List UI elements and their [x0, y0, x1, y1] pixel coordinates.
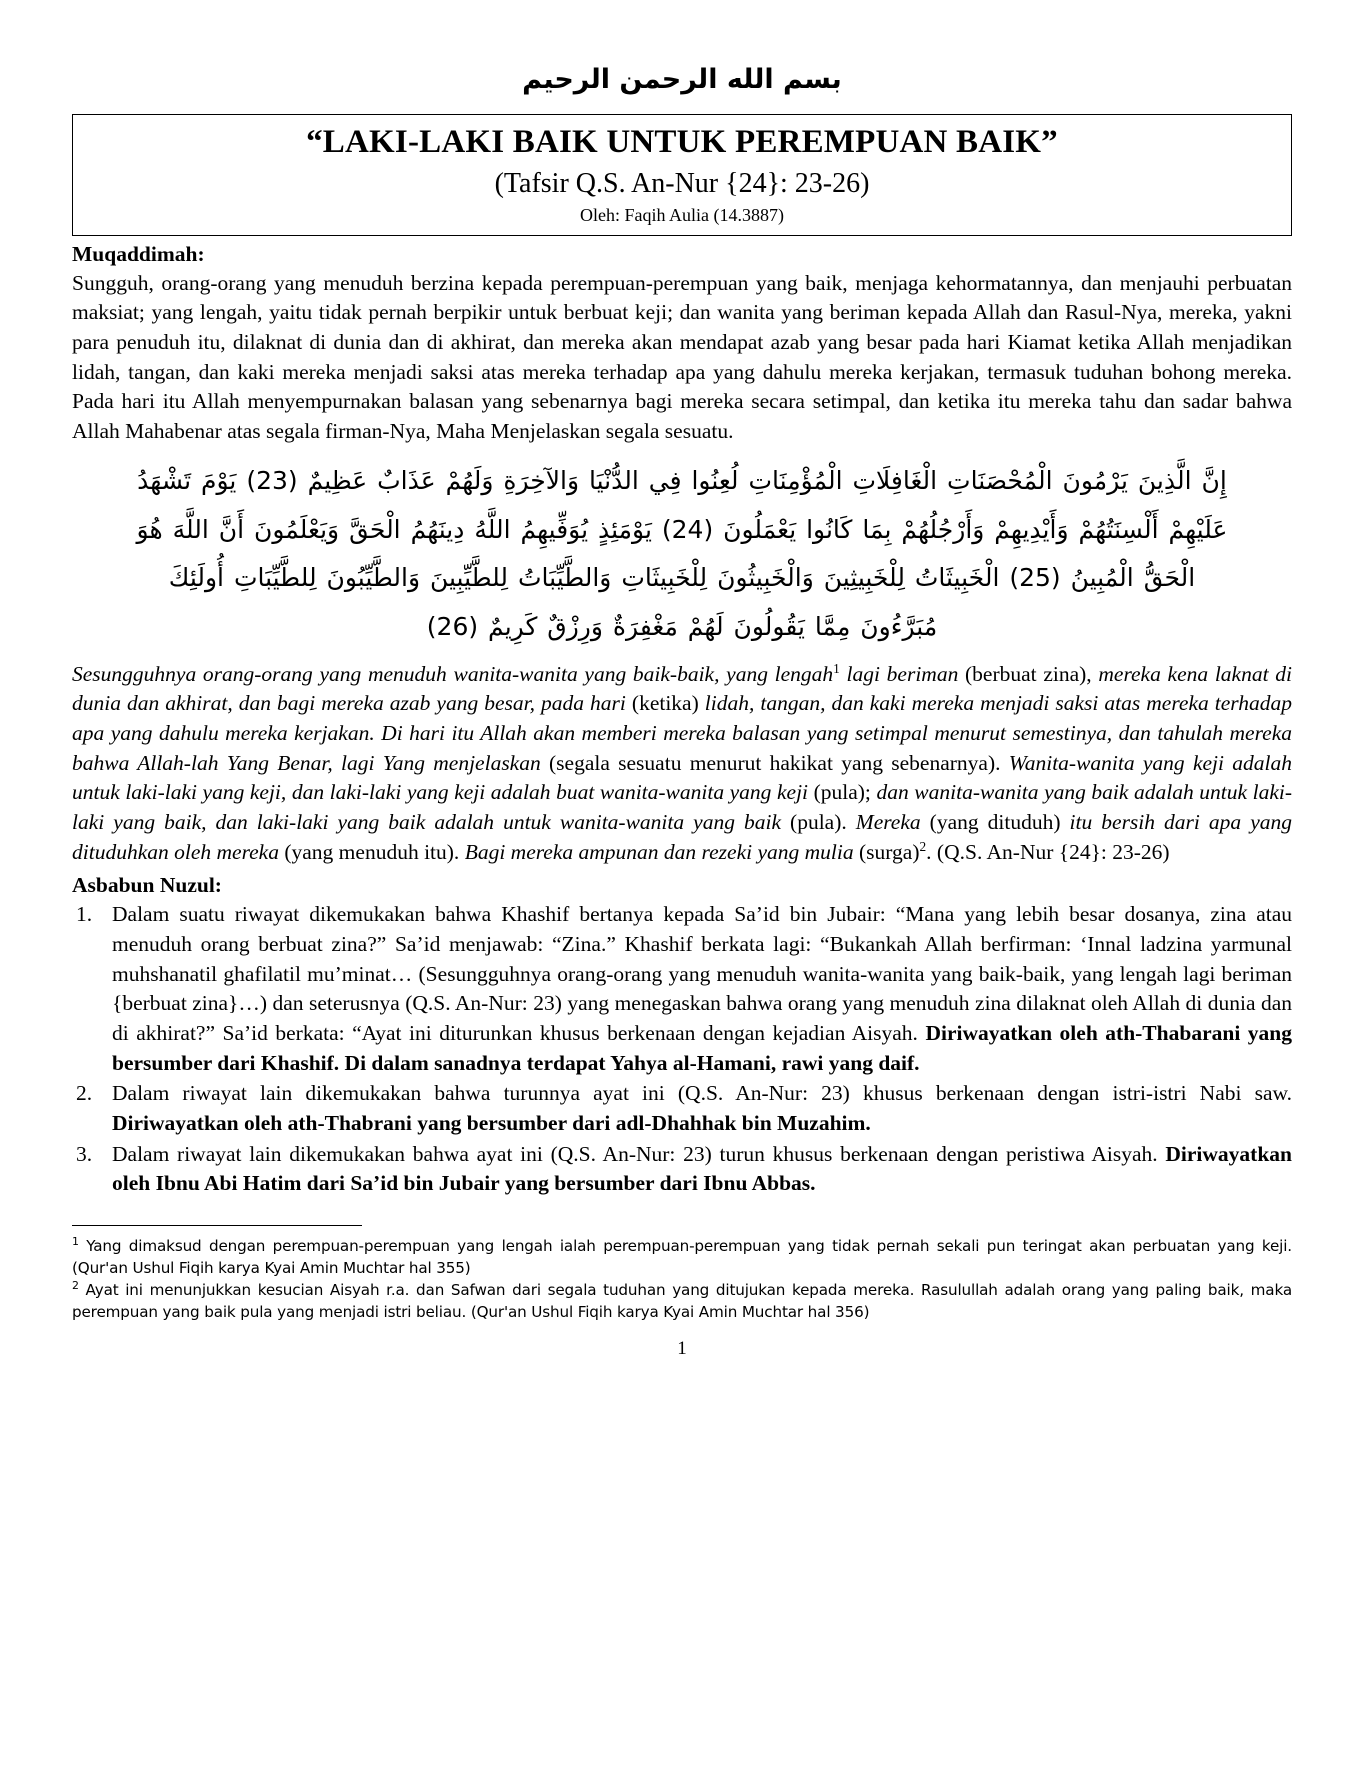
- item-text: Dalam suatu riwayat dikemukakan bahwa Khashif bertanya kepada Sa’id bin Jubair: “Mana yang lebih besar dosanya, zina atau menuduh orang berbuat zina?” Sa’id menjawab: “Zina.” Khashif berkata lagi: “Bukankah Allah berfirman: ‘Innal ladzina yarmunal muhshanatil ghafilatil mu’minat… (Sesungguhnya orang-orang yang menuduh wanita-wanita yang baik-baik, yang lengah lagi beriman {berbuat zina}…) dan seterusnya (Q.S. An-Nur: 23) yang menegaskan bahwa orang yang menuduh zina dilaknat oleh Allah di dunia dan di akhirat?” Sa’id berkata: “Ayat ini diturunkan khusus berkenaan dengan kejadian Aisyah.: [112, 902, 1292, 1045]
- translation-text: dan wanita-wanita yang baik adalah untuk laki-laki yang baik, dan laki-laki yang baik adalah untuk wanita-wanita yang baik: [72, 780, 1293, 835]
- translation-gloss: (pula).: [790, 810, 856, 835]
- footnote-separator: [72, 1225, 362, 1226]
- arabic-verse-line: مُبَرَّءُونَ مِمَّا يَقُولُونَ لَهُمْ مَغْفِرَةٌ وَرِزْقٌ كَرِيمٌ (26): [426, 612, 938, 641]
- author-line: Oleh: Faqih Aulia (14.3887): [580, 205, 784, 226]
- translation-gloss: (segala sesuatu menurut hakikat yang sebenarnya).: [549, 750, 1009, 775]
- item-attribution: Diriwayatkan oleh Ibnu Abi Hatim dari Sa’id bin Jubair yang bersumber dari Ibnu Abbas.: [112, 1141, 1292, 1196]
- footnote-area: [72, 1225, 1292, 1360]
- asbabun-nuzul-list: [72, 900, 1292, 1199]
- translation-text: Sesungguhnya orang-orang yang menuduh wanita-wanita yang baik-baik, yang lengah: [72, 661, 834, 686]
- footnote-entry: [72, 1235, 1292, 1279]
- item-text: Dalam riwayat lain dikemukakan bahwa ayat ini (Q.S. An-Nur: 23) turun khusus berkenaan dengan peristiwa Aisyah.: [112, 1141, 1166, 1166]
- item-attribution: Diriwayatkan oleh ath-Thabrani yang bersumber dari adl-Dhahhak bin Muzahim.: [112, 1110, 871, 1135]
- translation-text: itu bersih dari apa yang dituduhkan oleh mereka: [72, 810, 1292, 864]
- translation-text: Bagi mereka ampunan dan rezeki yang mulia: [464, 839, 859, 864]
- translation-text: mereka kena laknat di dunia dan akhirat, dan bagi mereka azab yang besar, pada hari: [72, 661, 1292, 716]
- footnote-list: [72, 1235, 1292, 1324]
- page-title: “LAKI-LAKI BAIK UNTUK PEREMPUAN BAIK”: [306, 124, 1058, 161]
- translation-gloss: (pula);: [813, 780, 877, 805]
- translation-paragraph: [72, 660, 1292, 868]
- footnote-text: Ayat ini menunjukkan kesucian Aisyah r.a. dan Safwan dari segala tuduhan yang ditujukan kepada mereka. Rasulullah adalah orang yang paling baik, maka perempuan yang baik pula yang menjadi istri beliau. (Qur'an Ushul Fiqih karya Kyai Amin Muchtar hal 356): [72, 1281, 1292, 1322]
- arabic-verse-line: إِنَّ الَّذِينَ يَرْمُونَ الْمُحْصَنَاتِ الْغَافِلَاتِ الْمُؤْمِنَاتِ لُعِنُوا فِي الدُّنْيَا وَالآخِرَةِ وَلَهُمْ عَذَابٌ عَظِيمٌ (23) يَوْمَ تَشْهَدُ: [137, 465, 1227, 495]
- asbabun-nuzul-item: [72, 1140, 1292, 1199]
- page-number: 1: [677, 1337, 687, 1359]
- footnote-text: Yang dimaksud dengan perempuan-perempuan yang lengah ialah perempuan-perempuan yang tidak pernah sekali pun teringat akan perbuatan yang keji. (Qur'an Ushul Fiqih karya Kyai Amin Muchtar hal 355): [72, 1236, 1292, 1278]
- asbabun-nuzul-item: [72, 1079, 1292, 1138]
- arabic-verse-block: [72, 457, 1292, 652]
- arabic-verse-line: الْحَقُّ الْمُبِينُ (25) الْخَبِيثَاتُ لِلْخَبِيثِينَ وَالْخَبِيثُونَ لِلْخَبِيثَاتِ وَالطَّيِّبَاتُ لِلطَّيِّبِينَ وَالطَّيِّبُونَ لِلطَّيِّبَاتِ أُولَئِكَ: [168, 563, 1196, 593]
- item-attribution: Diriwayatkan oleh ath-Thabarani yang bersumber dari Khashif. Di dalam sanadnya terdapat Yahya al-Hamani, rawi yang daif.: [112, 1020, 1292, 1075]
- translation-gloss: (berbuat zina),: [965, 661, 1099, 686]
- footnote-marker: 1: [833, 660, 840, 676]
- footnote-entry: [72, 1279, 1292, 1323]
- footnote-number: 2: [72, 1279, 79, 1293]
- asbabun-nuzul-heading: Asbabun Nuzul:: [72, 873, 222, 898]
- translation-text: Wanita-wanita yang keji adalah untuk laki-laki yang keji, dan laki-laki yang keji adalah buat wanita-wanita yang keji: [72, 750, 1292, 805]
- basmalah-line: بسم الله الرحمن الرحيم: [522, 64, 842, 95]
- footnote-marker: 2: [919, 838, 927, 854]
- muqaddimah-heading: Muqaddimah:: [72, 241, 205, 266]
- translation-gloss: (surga): [858, 839, 920, 864]
- translation-gloss: . (Q.S. An-Nur {24}: 23-26): [926, 839, 1170, 864]
- translation-text: lidah, tangan, dan kaki mereka menjadi saksi atas mereka terhadap apa yang dahulu mereka kerjakan. Di hari itu Allah akan memberi mereka balasan yang setimpal menurut semestinya, dan tahulah mereka bahwa Allah-lah Yang Benar, lagi Yang menjelaskan: [72, 691, 1292, 775]
- item-text: Dalam riwayat lain dikemukakan bahwa turunnya ayat ini (Q.S. An-Nur: 23) khusus berkenaan dengan istri-istri Nabi saw.: [112, 1081, 1292, 1106]
- translation-text: lagi beriman: [839, 661, 966, 686]
- translation-gloss: (ketika): [631, 691, 705, 716]
- asbabun-nuzul-item: [72, 900, 1292, 1078]
- muqaddimah-paragraph: Sungguh, orang-orang yang menuduh berzina kepada perempuan-perempuan yang baik, menjaga kehormatannya, dan menjauhi perbuatan maksiat; yang lengah, yaitu tidak pernah berpikir untuk berbuat keji; dan wanita yang beriman kepada Allah dan Rasul-Nya, mereka, yakni para penuduh itu, dilaknat di dunia dan di akhirat, dan mereka akan mendapat azab yang besar pada hari Kiamat ketika Allah menjadikan lidah, tangan, dan kaki mereka menjadi saksi atas mereka terhadap apa yang dahulu mereka kerjakan, termasuk tuduhan bohong mereka. Pada hari itu Allah menyempurnakan balasan yang sebenarnya bagi mereka secara setimpal, dan ketika itu mereka tahu dan sadar bahwa Allah Mahabenar atas segala firman-Nya, Maha Menjelaskan segala sesuatu.: [72, 270, 1292, 444]
- translation-gloss: (yang menuduh itu).: [284, 839, 465, 864]
- translation-text: Mereka: [855, 810, 930, 835]
- arabic-verse-line: عَلَيْهِمْ أَلْسِنَتُهُمْ وَأَيْدِيهِمْ وَأَرْجُلُهُمْ بِمَا كَانُوا يَعْمَلُونَ (24) يَوْمَئِذٍ يُوَفِّيهِمُ اللَّهُ دِينَهُمُ الْحَقَّ وَيَعْلَمُونَ أَنَّ اللَّهَ هُوَ: [136, 514, 1228, 544]
- title-box: [72, 114, 1292, 235]
- page-subtitle: (Tafsir Q.S. An-Nur {24}: 23-26): [494, 168, 870, 200]
- footnote-number: 1: [72, 1234, 79, 1248]
- translation-gloss: (yang dituduh): [929, 810, 1070, 835]
